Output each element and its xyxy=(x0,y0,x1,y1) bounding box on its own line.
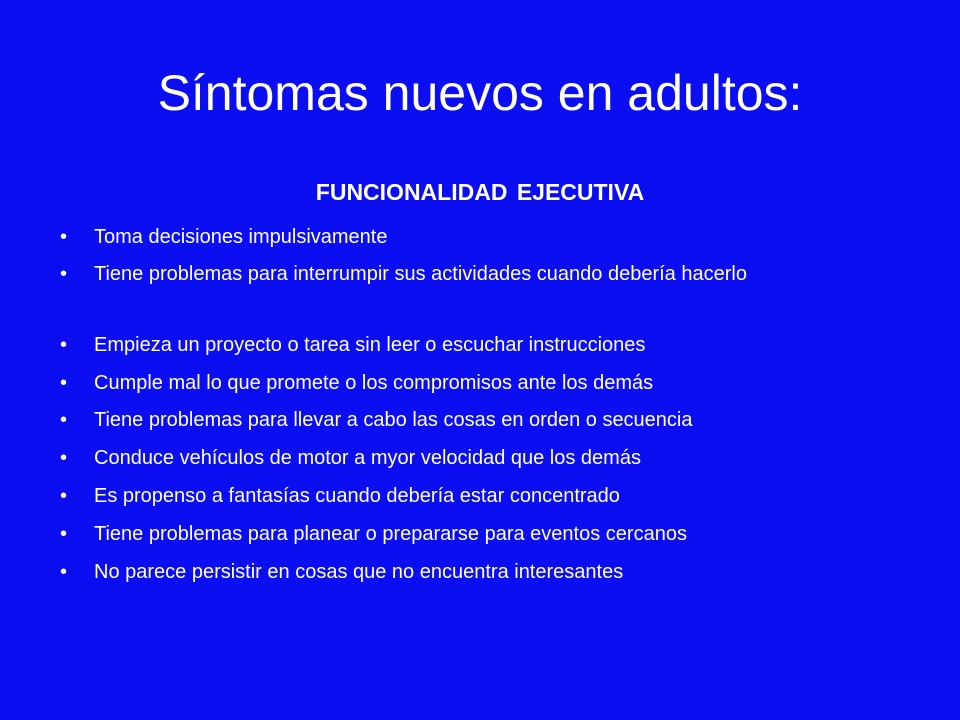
bullet-dot: • xyxy=(60,485,68,507)
bullet-dot: • xyxy=(60,409,68,431)
bullet-dot: • xyxy=(60,334,68,356)
bullet-text: No parece persistir en cosas que no encuentra interesantes xyxy=(94,561,624,583)
bullet-text: Tiene problemas para planear o prepararse para eventos cercanos xyxy=(94,523,687,545)
slide-subtitle: FUNCIONALIDAD EJECUTIVA xyxy=(315,179,645,205)
bullet-dot: • xyxy=(60,263,68,285)
bullet-text: Es propenso a fantasías cuando debería estar concentrado xyxy=(94,485,620,507)
bullet-text: Cumple mal lo que promete o los compromisos ante los demás xyxy=(94,372,654,394)
bullet-text: Tiene problemas para llevar a cabo las cosas en orden o secuencia xyxy=(94,409,693,431)
bullet-dot: • xyxy=(60,561,68,583)
bullet-dot: • xyxy=(60,523,68,545)
bullet-text: Empieza un proyecto o tarea sin leer o escuchar instrucciones xyxy=(94,334,646,356)
bullet-text: Toma decisiones impulsivamente xyxy=(94,226,388,248)
bullet-text: Conduce vehículos de motor a myor velocidad que los demás xyxy=(94,447,641,469)
bullet-text: Tiene problemas para interrumpir sus actividades cuando debería hacerlo xyxy=(94,263,747,285)
bullet-dot: • xyxy=(60,372,68,394)
bullet-dot: • xyxy=(60,447,68,469)
slide-title: Síntomas nuevos en adultos: xyxy=(157,65,803,121)
bullet-dot: • xyxy=(60,226,68,248)
